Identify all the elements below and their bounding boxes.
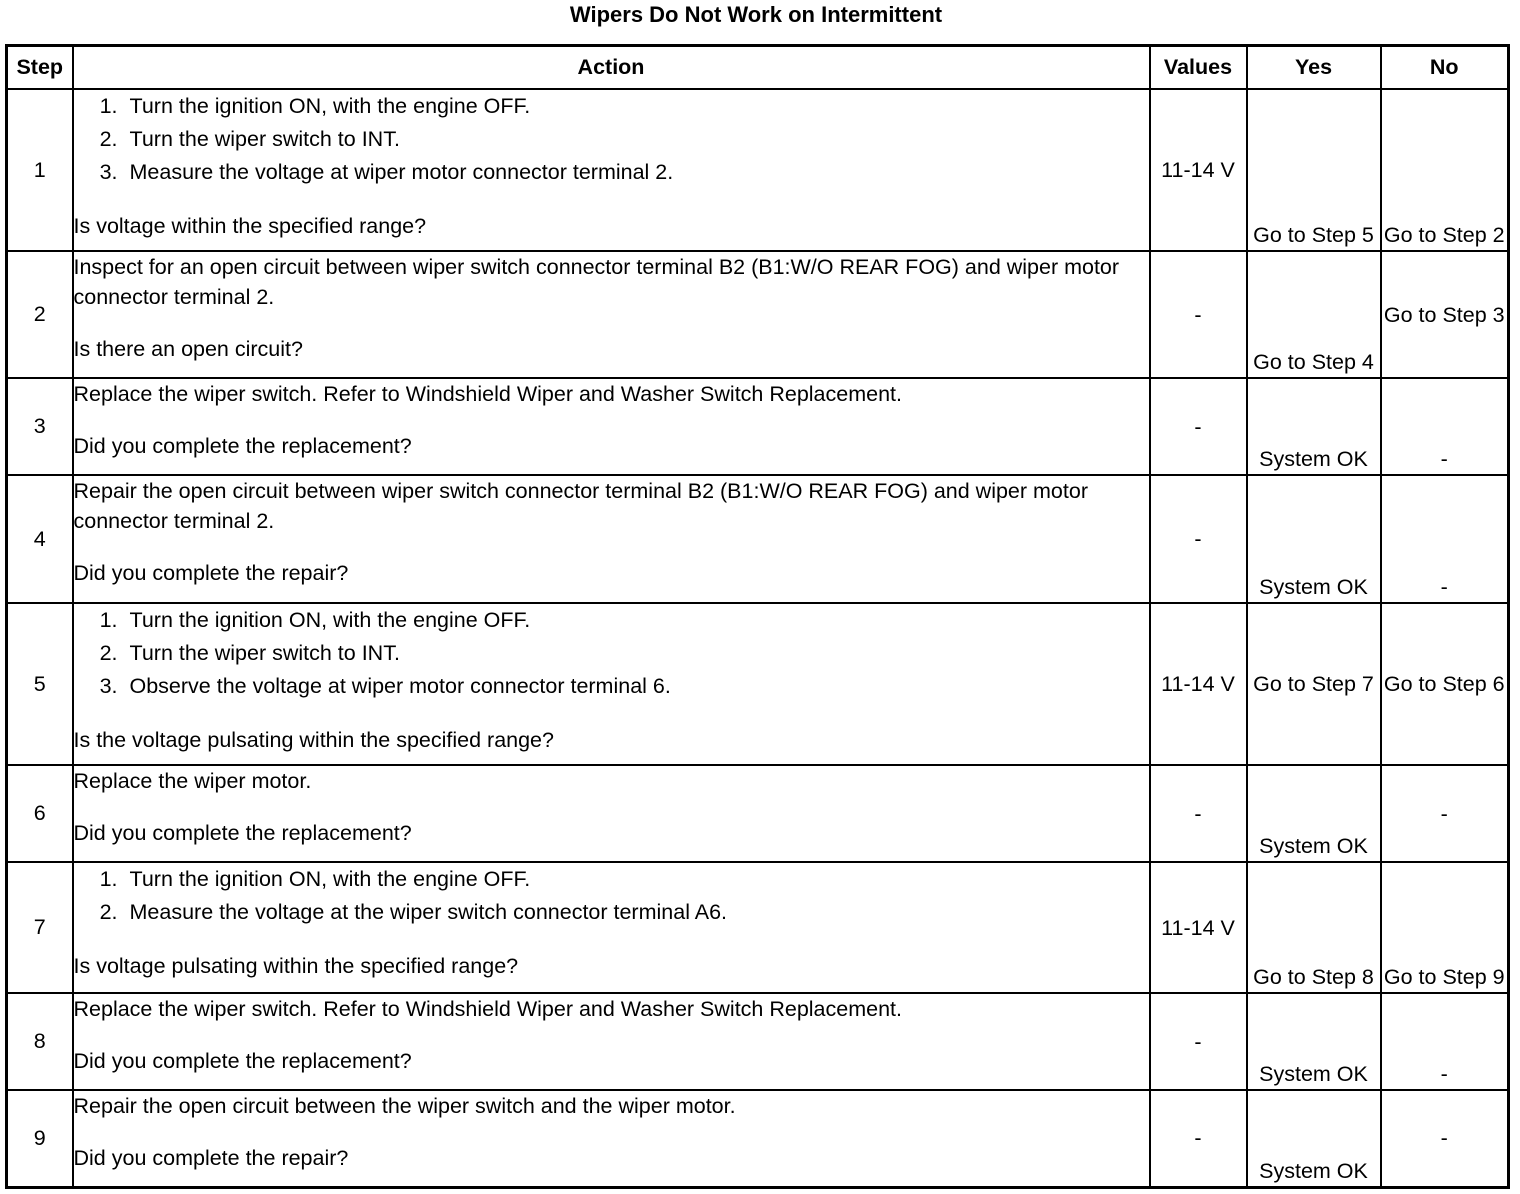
no-cell: Go to Step 9 [1381,862,1509,993]
question: Did you complete the replacement? [73,434,412,458]
action-cell [73,251,1150,378]
yes-cell: Go to Step 8 [1247,862,1381,993]
values-cell: 11-14 V [1150,89,1247,251]
header-step: Step [7,46,73,90]
list-item: 3. Observe the voltage at wiper motor connector terminal 6. [124,670,1149,703]
no-cell: - [1381,765,1509,862]
question: Did you complete the repair? [73,561,349,585]
values-cell: 11-14 V [1150,603,1247,765]
table-row [7,862,1509,993]
action-list [74,863,1149,929]
yes-cell: System OK [1247,475,1381,603]
action-text: Replace the wiper switch. Refer to Windshield Wiper and Washer Switch Replacement. [73,997,902,1021]
action-text: Inspect for an open circuit between wiper switch connector terminal B2 (B1:W/O REAR FOG) and wiper motor connector terminal 2. [73,255,1120,309]
action-text: Replace the wiper switch. Refer to Windshield Wiper and Washer Switch Replacement. [73,382,902,406]
list-item: 1. Turn the ignition ON, with the engine OFF. [124,90,1149,123]
list-item: 2. Turn the wiper switch to INT. [124,637,1149,670]
step-number: 7 [7,862,73,993]
values-cell: 11-14 V [1150,862,1247,993]
action-text: Repair the open circuit between wiper switch connector terminal B2 (B1:W/O REAR FOG) and wiper motor connector terminal 2. [73,479,1088,533]
action-cell [73,475,1150,603]
action-cell [73,378,1150,475]
values-cell: - [1150,1090,1247,1187]
header-no: No [1381,46,1509,90]
no-cell: - [1381,475,1509,603]
no-cell: - [1381,378,1509,475]
yes-cell: Go to Step 4 [1247,251,1381,378]
header-yes: Yes [1247,46,1381,90]
question: Is there an open circuit? [73,337,303,361]
question: Did you complete the repair? [73,1146,349,1170]
table-row [7,251,1509,378]
question: Is voltage within the specified range? [73,214,427,238]
action-cell [73,89,1150,251]
table-row [7,378,1509,475]
action-list [74,90,1149,189]
values-cell: - [1150,765,1247,862]
step-number: 1 [7,89,73,251]
action-cell [73,1090,1150,1187]
list-item: 1. Turn the ignition ON, with the engine OFF. [124,863,1149,896]
list-item: 3. Measure the voltage at wiper motor connector terminal 2. [124,156,1149,189]
no-cell: Go to Step 6 [1381,603,1509,765]
question: Did you complete the replacement? [73,821,412,845]
action-cell [73,862,1150,993]
table-row [7,993,1509,1090]
action-cell [73,765,1150,862]
yes-cell: Go to Step 7 [1247,603,1381,765]
step-number: 4 [7,475,73,603]
page-title: Wipers Do Not Work on Intermittent [569,2,943,27]
table-row [7,1090,1509,1187]
step-number: 3 [7,378,73,475]
header-action: Action [73,46,1150,90]
values-cell: - [1150,378,1247,475]
table-row [7,603,1509,765]
action-list [74,604,1149,703]
no-cell: Go to Step 3 [1381,251,1509,378]
question: Is voltage pulsating within the specified range? [73,954,519,978]
question: Is the voltage pulsating within the specified range? [73,728,554,752]
no-cell: Go to Step 2 [1381,89,1509,251]
step-number: 8 [7,993,73,1090]
action-text: Repair the open circuit between the wiper switch and the wiper motor. [73,1094,736,1118]
diagnostic-table [5,44,1510,1189]
step-number: 5 [7,603,73,765]
yes-cell: System OK [1247,993,1381,1090]
action-cell [73,603,1150,765]
action-text: Replace the wiper motor. [73,769,312,793]
table-row [7,475,1509,603]
question: Did you complete the replacement? [73,1049,412,1073]
yes-cell: Go to Step 5 [1247,89,1381,251]
header-row [7,46,1509,90]
yes-cell: System OK [1247,378,1381,475]
step-number: 2 [7,251,73,378]
list-item: 2. Turn the wiper switch to INT. [124,123,1149,156]
table-row [7,89,1509,251]
values-cell: - [1150,475,1247,603]
values-cell: - [1150,993,1247,1090]
header-values: Values [1150,46,1247,90]
action-cell [73,993,1150,1090]
table-row [7,765,1509,862]
list-item: 2. Measure the voltage at the wiper switch connector terminal A6. [124,896,1149,929]
step-number: 6 [7,765,73,862]
no-cell: - [1381,1090,1509,1187]
values-cell: - [1150,251,1247,378]
yes-cell: System OK [1247,1090,1381,1187]
yes-cell: System OK [1247,765,1381,862]
list-item: 1. Turn the ignition ON, with the engine OFF. [124,604,1149,637]
step-number: 9 [7,1090,73,1187]
no-cell: - [1381,993,1509,1090]
